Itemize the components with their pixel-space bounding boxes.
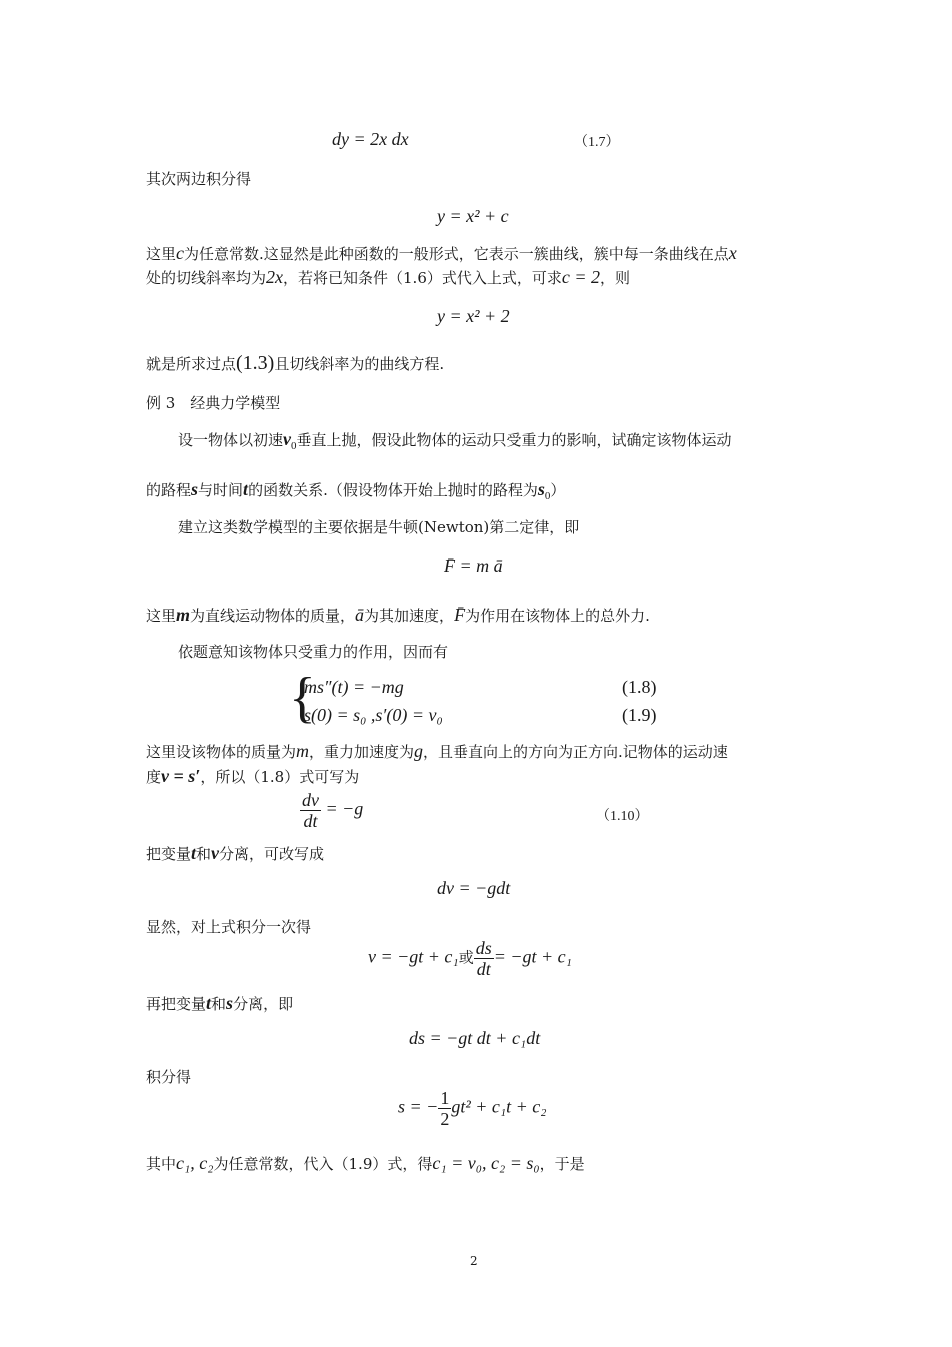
math-v: v <box>211 843 220 863</box>
text: 就是所求过点 <box>146 355 237 373</box>
paragraph-gravity: 依题意知该物体只受重力的作用，因而有 <box>178 643 449 661</box>
paragraph-velocity-line1 <box>146 740 728 763</box>
math-c: c <box>176 243 185 263</box>
lhs: s = − <box>398 1096 439 1117</box>
rhs: gt² + c₁t + c₂ <box>451 1096 547 1117</box>
lhs: v = −gt + c₁ <box>368 946 459 967</box>
paragraph-constants <box>146 1152 585 1175</box>
equation-general-solution: y = x² + c <box>437 206 509 226</box>
math-t: t <box>243 479 249 499</box>
math-force: F̄ <box>454 605 466 625</box>
text: 处的切线斜率均为 <box>146 269 267 287</box>
page-number: 2 <box>470 1254 478 1268</box>
text: 的函数关系.（假设物体开始上抛时的路程为 <box>248 481 538 499</box>
math-t: t <box>191 843 197 863</box>
text: 这里 <box>146 607 177 625</box>
equation-particular-solution: y = x² + 2 <box>437 306 510 326</box>
equation-1-8: ms″(t) = −mg <box>304 677 404 697</box>
text: 和 <box>211 995 227 1013</box>
text: 这里设该物体的质量为 <box>146 743 297 761</box>
equation-newton: F̄ = m ā <box>444 556 503 576</box>
math-t: t <box>206 993 212 1013</box>
equation-number-1-7: （1.7） <box>574 135 620 150</box>
text: 分离，可改写成 <box>219 845 325 863</box>
text: 度 <box>146 768 162 786</box>
math-m: m <box>176 605 191 625</box>
text: 为任意常数，代入（1.9）式，得 <box>213 1155 433 1173</box>
text: 且切线斜率为的曲线方程. <box>274 355 445 373</box>
paragraph-separate-tv <box>146 842 324 865</box>
math-constant-values: c₁ = v₀, c₂ = s₀ <box>432 1153 540 1173</box>
text: ，于是 <box>539 1155 585 1173</box>
paragraph-newton: 建立这类数学模型的主要依据是牛顿(Newton)第二定律，即 <box>178 518 580 536</box>
denominator: dt <box>303 811 318 831</box>
math-point: (1.3) <box>236 352 275 374</box>
text: 为作用在该物体上的总外力. <box>465 607 650 625</box>
equation-1-10 <box>300 790 363 831</box>
paragraph-separate-ts <box>146 992 293 1015</box>
paragraph-curve-equation <box>146 352 444 375</box>
denominator: 2 <box>440 1109 450 1129</box>
math-c-equals-2: c = 2 <box>561 267 601 287</box>
numerator: 1 <box>440 1088 450 1108</box>
paragraph-problem-line1: 设一物体以初速$v_0$垂直上抛，假设此物体的运动只受重力的影响，试确定该物体运动 <box>178 429 732 452</box>
math-2x: 2x <box>266 267 284 287</box>
math-s: s <box>191 479 199 499</box>
text-or: 或 <box>458 948 474 967</box>
equation-number-1-8: (1.8) <box>622 677 657 697</box>
text: 为直线运动物体的质量， <box>190 607 356 625</box>
text: ，所以（1.8）式可写为 <box>200 768 360 786</box>
system-brace: { <box>289 667 316 729</box>
numerator: dv <box>302 790 319 810</box>
text: 其中 <box>146 1155 177 1173</box>
text: 这里 <box>146 245 177 263</box>
fraction-dv-dt <box>300 790 321 831</box>
equation-velocity <box>368 938 572 979</box>
text: ，若将已知条件（1.6）式代入上式，可求 <box>283 269 562 287</box>
paragraph-velocity-line2 <box>146 765 359 788</box>
paragraph-integrate-once: 显然，对上式积分一次得 <box>146 918 312 936</box>
math-s0: s <box>537 479 545 499</box>
text-integrate: 其次两边积分得 <box>146 170 252 188</box>
equation-dv: dv = −gdt <box>437 878 511 898</box>
numerator: ds <box>475 938 492 958</box>
paragraph-mass-acceleration <box>146 604 650 627</box>
math-c1-c2: c₁, c₂ <box>176 1153 214 1173</box>
text: 的路程 <box>146 481 192 499</box>
paragraph-constant-line2 <box>146 266 630 289</box>
text: 为其加速度， <box>364 607 455 625</box>
math-acceleration: ā <box>355 605 365 625</box>
math-v0: v <box>283 429 292 449</box>
text: ） <box>550 481 566 499</box>
equation-1-9: s(0) = s₀ ,s′(0) = v₀ <box>304 705 443 725</box>
math-m: m <box>296 741 310 761</box>
text: 分离，即 <box>233 995 294 1013</box>
text: ，则 <box>600 269 631 287</box>
equation-position <box>398 1088 547 1129</box>
rhs: = −gt + c₁ <box>493 946 572 967</box>
equation-ds: ds = −gt dt + c₁dt <box>409 1028 541 1048</box>
fraction-one-half <box>438 1088 451 1129</box>
text: 再把变量 <box>146 995 207 1013</box>
math-s: s <box>226 993 234 1013</box>
text: 把变量 <box>146 845 192 863</box>
paragraph-problem-line2: 的路程s与时间t的函数关系.（假设物体开始上抛时的路程为$s_0$） <box>146 479 566 502</box>
text: 和 <box>196 845 212 863</box>
equation-number-1-10: （1.10） <box>596 809 649 824</box>
text: ，且垂直向上的方向为正方向.记物体的运动速 <box>423 743 728 761</box>
equation-1-7: dy = 2x dx <box>332 129 409 149</box>
text: 与时间 <box>198 481 244 499</box>
equation-number-1-9: (1.9) <box>622 705 657 725</box>
text: 垂直上抛，假设此物体的运动只受重力的影响，试确定该物体运动 <box>296 431 732 449</box>
text: ，重力加速度为 <box>309 743 415 761</box>
math-v-equals-s-prime: v = s′ <box>161 766 201 786</box>
denominator: dt <box>476 959 491 979</box>
paragraph-constant-line1 <box>146 242 737 265</box>
math-g: g <box>414 741 424 761</box>
example-heading: 例 3 经典力学模型 <box>146 394 281 412</box>
paragraph-integrate: 积分得 <box>146 1068 192 1086</box>
text: 为任意常数.这显然是此种函数的一般形式，它表示一簇曲线，簇中每一条曲线在点 <box>184 245 729 263</box>
text: 设一物体以初速 <box>178 431 284 449</box>
rhs: = −g <box>325 798 364 819</box>
math-x: x <box>728 243 737 263</box>
fraction-ds-dt <box>474 938 494 979</box>
